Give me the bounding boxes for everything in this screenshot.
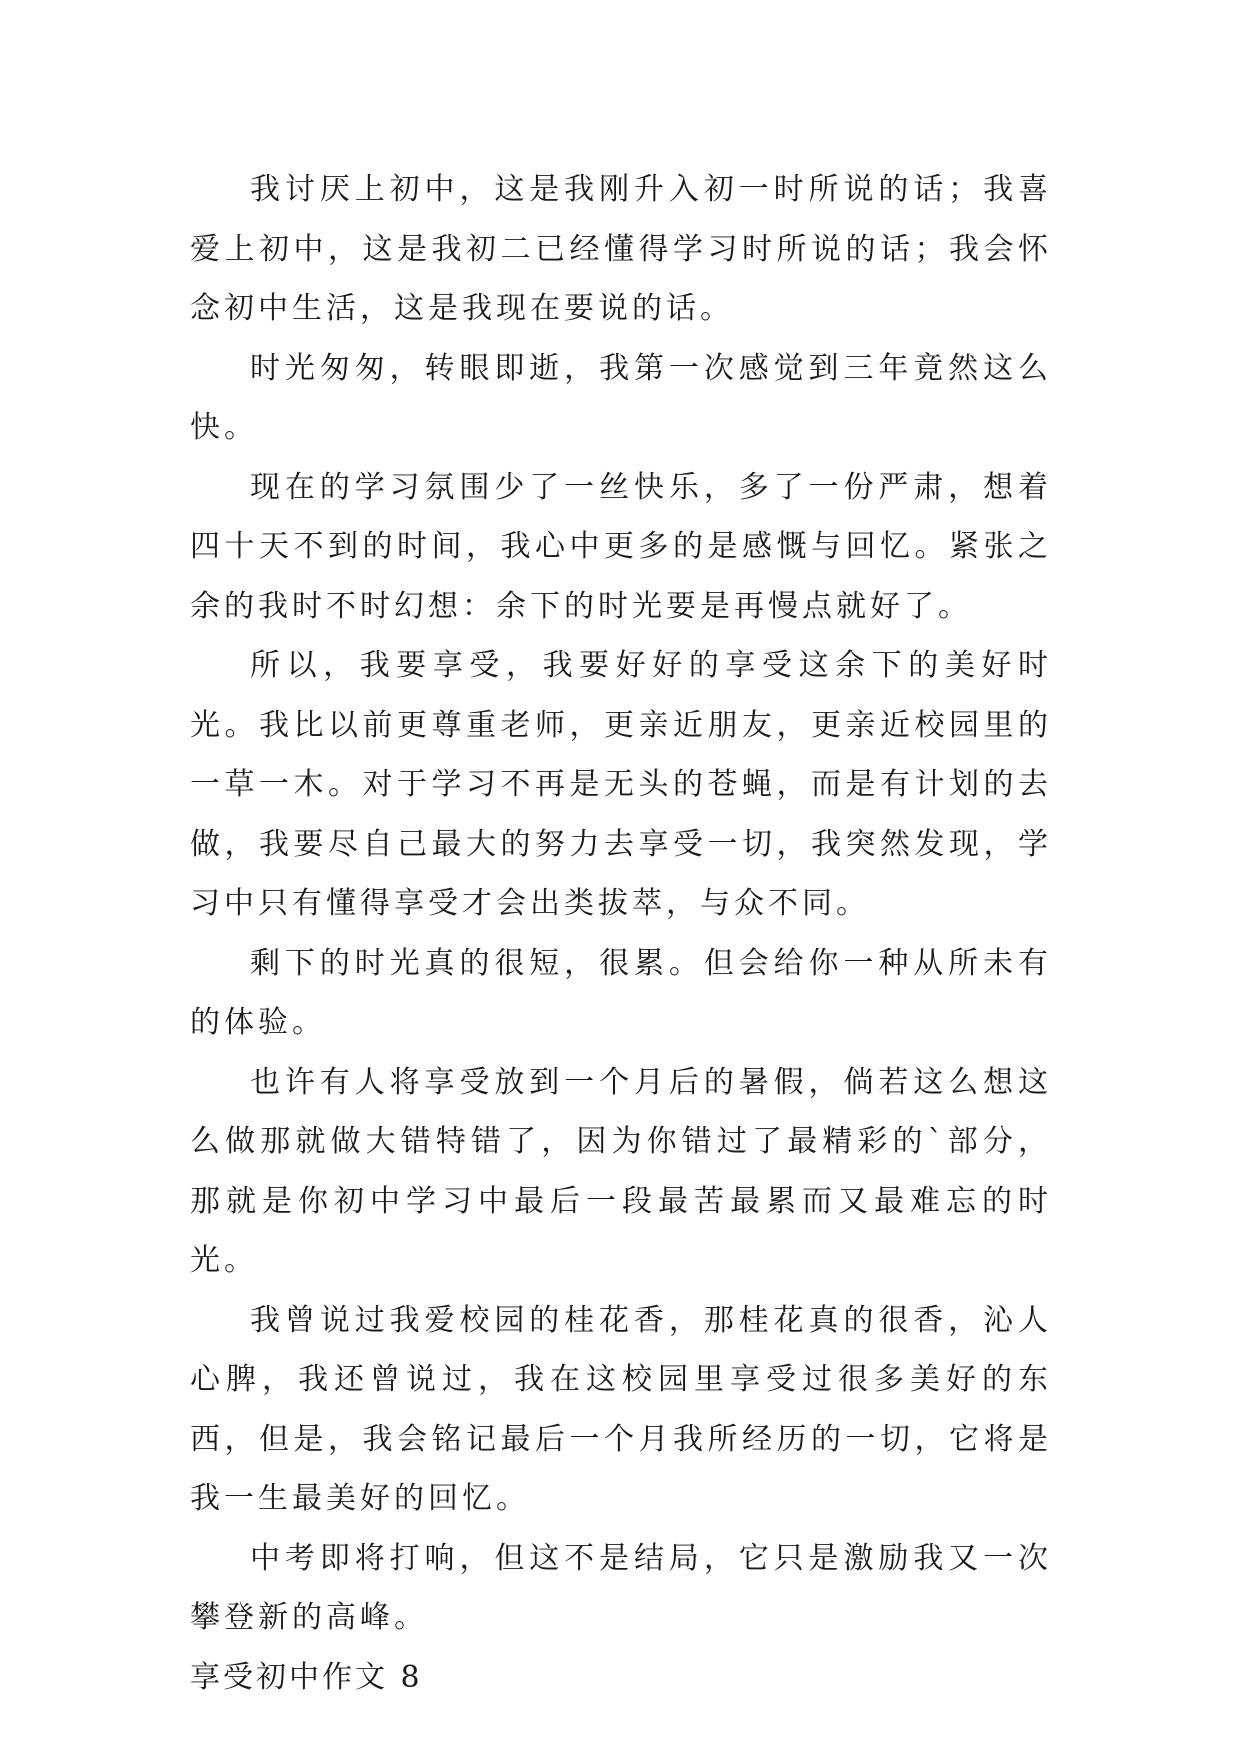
paragraph: 时光匆匆，转眼即逝，我第一次感觉到三年竟然这么快。: [190, 350, 1052, 445]
paragraph: 现在的学习氛围少了一丝快乐，多了一份严肃，想着四十天不到的时间，我心中更多的是感慨与回忆。紧张之余的我时不时幻想：余下的时光要是再慢点就好了。: [190, 469, 1052, 624]
paragraph: 也许有人将享受放到一个月后的暑假，倘若这么想这么做那就做大错特错了，因为你错过了最精彩的`部分，那就是你初中学习中最后一段最苦最累而又最难忘的时光。: [190, 1064, 1052, 1278]
document-body: [190, 160, 1052, 1707]
paragraph: 我曾说过我爱校园的桂花香，那桂花真的很香，沁人心脾，我还曾说过，我在这校园里享受过很多美好的东西，但是，我会铭记最后一个月我所经历的一切，它将是我一生最美好的回忆。: [190, 1302, 1052, 1516]
paragraph: 所以，我要享受，我要好好的享受这余下的美好时光。我比以前更尊重老师，更亲近朋友，更亲近校园里的一草一木。对于学习不再是无头的苍蝇，而是有计划的去做，我要尽自己最大的努力去享受一切，我突然发现，学习中只有懂得享受才会出类拔萃，与众不同。: [190, 648, 1052, 921]
paragraph: 我讨厌上初中，这是我刚升入初一时所说的话；我喜爱上初中，这是我初二已经懂得学习时所说的话；我会怀念初中生活，这是我现在要说的话。: [190, 172, 1052, 326]
paragraph: 中考即将打响，但这不是结局，它只是激励我又一次攀登新的高峰。: [190, 1540, 1052, 1635]
section-heading: 享受初中作文 8: [190, 1659, 423, 1695]
paragraph: 剩下的时光真的很短，很累。但会给你一种从所未有的体验。: [190, 945, 1052, 1040]
